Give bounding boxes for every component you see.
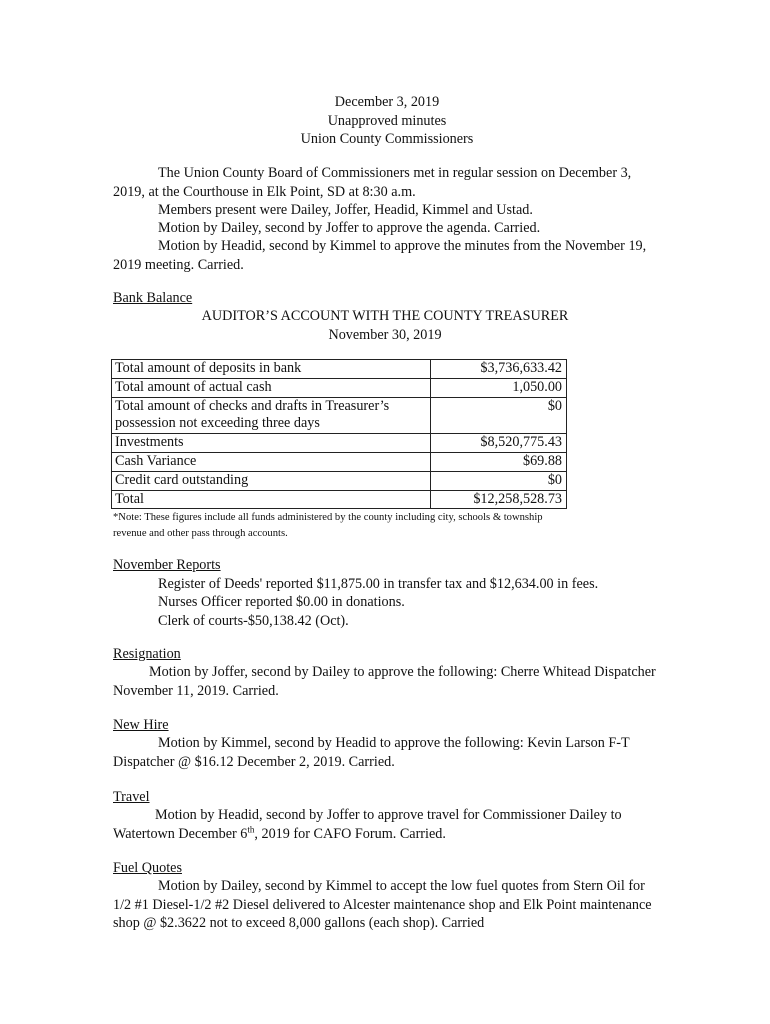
fuel-quotes-motion: Motion by Dailey, second by Kimmel to accept the low fuel quotes from Stern Oil for 1/2 #1 Diesel-1/2 #2 Diesel delivered to Alcester maintenance shop and Elk Point maintenance shop @ $2.3622 not to exceed 8,000 gallons (each shop). Carried	[113, 878, 652, 931]
row-label: Investments	[112, 434, 431, 453]
members-present: Members present were Dailey, Joffer, Headid, Kimmel and Ustad.	[158, 202, 533, 218]
table-row	[112, 360, 567, 379]
report-item: Clerk of courts-$50,138.42 (Oct).	[158, 612, 349, 629]
minutes-status: Unapproved minutes	[327, 112, 447, 129]
auditor-account-title: AUDITOR’S ACCOUNT WITH THE COUNTY TREASURER	[201, 308, 569, 324]
intro-paragraph: The Union County Board of Commissioners met in regular session on December 3, 2019, at the Courthouse in Elk Point, SD at 8:30 a.m.	[113, 165, 632, 200]
document-header	[113, 93, 661, 149]
bank-balance-title-block	[100, 307, 670, 344]
row-value: $8,520,775.43	[431, 434, 567, 453]
fuel-quotes-heading: Fuel Quotes	[113, 860, 182, 876]
table-row	[112, 434, 567, 453]
new-hire-heading: New Hire	[113, 717, 169, 733]
row-label: Credit card outstanding	[112, 471, 431, 490]
row-value: 1,050.00	[431, 378, 567, 397]
reports-heading: November Reports	[113, 557, 221, 573]
bank-balance-date: November 30, 2019	[328, 326, 442, 343]
resignation-heading: Resignation	[113, 646, 181, 662]
travel-text-a: Motion by Headid, second by Joffer to approve travel for Commissioner Dailey to Watertown December 6	[113, 807, 622, 842]
table-row	[112, 490, 567, 509]
minutes-approval-motion: Motion by Headid, second by Kimmel to approve the minutes from the November 19, 2019 meeting. Carried.	[113, 238, 647, 273]
agenda-motion: Motion by Dailey, second by Joffer to approve the agenda. Carried.	[158, 220, 541, 236]
travel-heading: Travel	[113, 789, 150, 805]
table-row	[112, 452, 567, 471]
bank-balance-table	[111, 359, 567, 509]
row-label: Total	[112, 490, 431, 509]
new-hire-motion: Motion by Kimmel, second by Headid to approve the following: Kevin Larson F-T Dispatcher @ $16.12 December 2, 2019. Carried.	[113, 735, 630, 770]
table-row	[112, 471, 567, 490]
row-label: Total amount of checks and drafts in Treasurer’s possession not exceeding three days	[112, 397, 431, 434]
bank-balance-heading: Bank Balance	[113, 290, 193, 306]
row-label: Total amount of deposits in bank	[112, 360, 431, 379]
row-value: $0	[431, 397, 567, 434]
row-label: Total amount of actual cash	[112, 378, 431, 397]
meeting-date: December 3, 2019	[334, 94, 440, 110]
row-value: $12,258,528.73	[431, 490, 567, 509]
travel-motion	[113, 806, 661, 843]
row-label: Cash Variance	[112, 452, 431, 471]
row-value: $0	[431, 471, 567, 490]
table-row	[112, 378, 567, 397]
resignation-motion: Motion by Joffer, second by Dailey to approve the following: Cherre Whitead Dispatcher November 11, 2019. Carried.	[113, 664, 656, 699]
reports-section	[113, 556, 661, 630]
row-value: $3,736,633.42	[431, 360, 567, 379]
report-item: Register of Deeds' reported $11,875.00 in transfer tax and $12,634.00 in fees.	[158, 575, 599, 592]
report-item: Nurses Officer reported $0.00 in donations.	[158, 594, 405, 610]
bank-balance-note: *Note: These figures include all funds administered by the county including city, schools & township revenue and other pass through accounts.	[113, 512, 543, 539]
table-row	[112, 397, 567, 434]
row-value: $69.88	[431, 452, 567, 471]
travel-date-suffix: th	[247, 823, 255, 834]
travel-text-b: , 2019 for CAFO Forum. Carried.	[254, 825, 446, 842]
organization-name: Union County Commissioners	[300, 131, 474, 147]
